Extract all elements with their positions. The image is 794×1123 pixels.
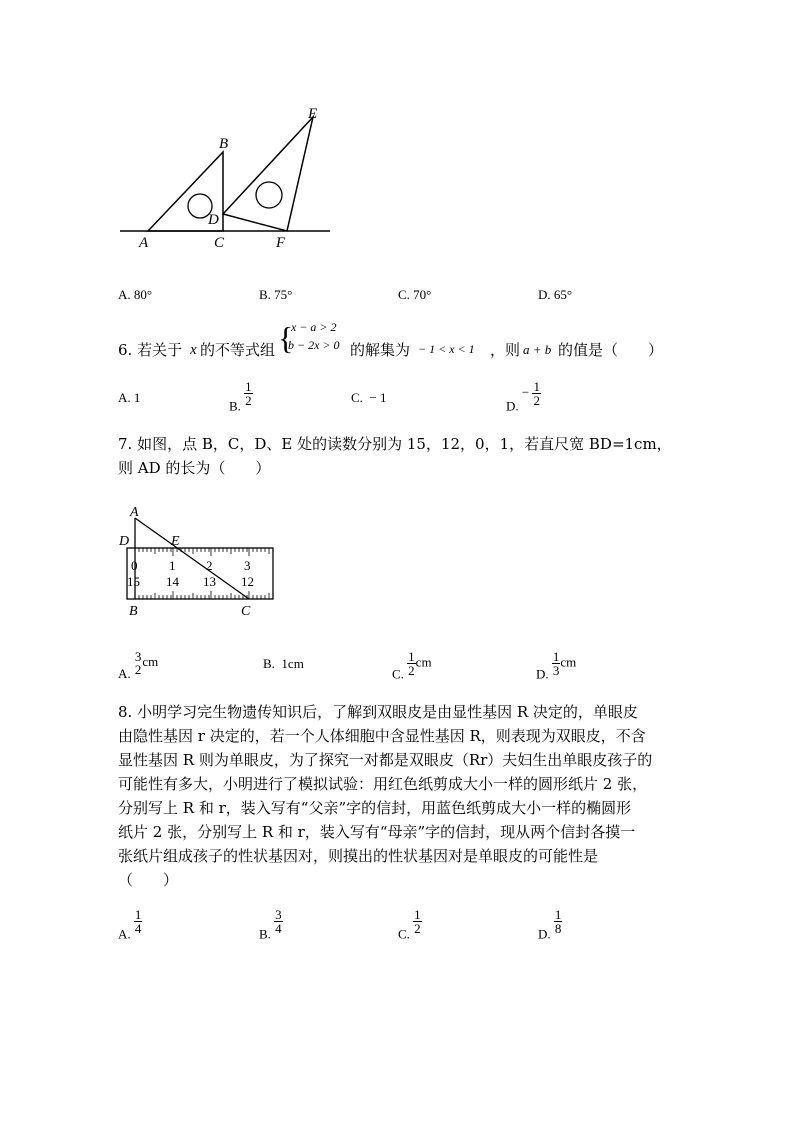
ruler-top-number-0: 0	[131, 558, 138, 573]
q7-line2: 则 AD 的长为（ ）	[118, 459, 271, 477]
ruler-label-E: E	[171, 534, 180, 549]
q8-line-1: 8. 小明学习完生物遗传知识后，了解到双眼皮是由显性基因 R 决定的，单眼皮	[118, 703, 638, 721]
q8-line-2: 由隐性基因 r 决定的，若一个人体细胞中含显性基因 R，则表现为双眼皮，不含	[118, 727, 646, 745]
fraction: $\frac{1}{3}$	[552, 649, 560, 678]
q8-line-8: （ ）	[118, 871, 179, 889]
ruler-top-number-2: 2	[206, 558, 213, 573]
q6-prefix: 6. 若关于	[118, 341, 183, 359]
ruler-top-ticks	[135, 548, 269, 556]
q6-mid2: 的解集为	[350, 341, 411, 359]
q6-mid: 的不等式组	[200, 341, 276, 359]
q5-option-c[interactable]: C. 70°	[398, 287, 432, 302]
q6-system-line1: x − a > 2	[291, 320, 337, 334]
q8-option-d[interactable]: D. $\frac{1}{8}$	[538, 907, 562, 942]
ruler-label-A: A	[130, 505, 139, 520]
q8-option-b[interactable]: B. $\frac{3}{4}$	[259, 907, 282, 942]
ruler-label-D: D	[119, 534, 130, 549]
q6-expr: a + b	[523, 342, 552, 357]
q7-option-c[interactable]: C. $\frac{1}{2}$ cm	[392, 649, 432, 682]
q8-line-5: 分别写上 R 和 r，装入写有“父亲”字的信封，用蓝色纸剪成大小一样的椭圆形	[118, 799, 632, 817]
q6-suffix: 的值是（ ）	[558, 341, 664, 359]
fraction: $\frac{1}{2}$	[414, 907, 421, 936]
ruler-bottom-ticks	[135, 591, 269, 599]
ruler-top-number-3: 3	[244, 558, 251, 573]
q6-question	[118, 318, 678, 368]
q6-range: − 1 < x < 1	[418, 342, 475, 356]
ruler-top-number-1: 1	[169, 558, 176, 573]
q8-line-6: 纸片 2 张，分别写上 R 和 r，装入写有“母亲”字的信封，现从两个信封各摸一	[118, 823, 636, 841]
ruler-figure	[115, 498, 285, 620]
ruler-bottom-number-14: 14	[166, 574, 179, 589]
q8-option-a[interactable]: A. $\frac{1}{4}$	[118, 907, 142, 942]
label-E: E	[308, 106, 318, 122]
label-C: C	[214, 235, 225, 251]
q5-option-d[interactable]: D. 65°	[538, 287, 573, 302]
q7-line1: 7. 如图，点 B，C，D、E 处的读数分别为 15，12，0，1，若直尺宽 BD=1cm，	[118, 435, 672, 453]
triangle-hypotenuse	[135, 518, 249, 599]
q8-question	[118, 700, 652, 892]
circle-hole-right	[256, 182, 282, 208]
q7-option-a[interactable]: A. 3 2 cm	[118, 649, 159, 681]
fraction: $\frac{1}{4}$	[134, 907, 142, 936]
q6-option-c[interactable]: C. − 1	[351, 390, 387, 405]
ruler-label-B: B	[129, 604, 138, 619]
q6-option-b[interactable]: B. $\frac{1}{2}$	[229, 379, 252, 414]
q5-option-b[interactable]: B. 75°	[259, 287, 293, 302]
q8-line-7: 张纸片组成孩子的性状基因对，则摸出的性状基因对是单眼皮的可能性是	[118, 847, 599, 865]
label-F: F	[276, 235, 286, 251]
label-B: B	[219, 136, 229, 152]
ruler-bottom-number-13: 13	[203, 574, 216, 589]
q6-option-d[interactable]: D. − $\frac{1}{2}$	[506, 379, 540, 414]
q6-option-a[interactable]: A. 1	[118, 390, 141, 405]
triangles-figure	[110, 100, 340, 260]
fraction: $\frac{1}{8}$	[554, 907, 562, 936]
fraction: 3 2	[134, 649, 142, 677]
fraction: $\frac{1}{2}$	[408, 649, 415, 678]
q6-var-x: x	[190, 342, 197, 358]
label-A: A	[139, 235, 149, 251]
q7-option-d[interactable]: D. $\frac{1}{3}$ cm	[536, 649, 577, 682]
q6-mid3: ，则	[490, 341, 521, 359]
q8-line-4: 可能性有多大，小明进行了模拟试验：用红色纸剪成大小一样的圆形纸片 2 张，	[118, 775, 648, 793]
ruler-label-C: C	[241, 604, 251, 619]
q6-system-line2: b − 2x > 0	[288, 338, 340, 352]
ruler-bottom-number-12: 12	[241, 574, 254, 589]
q5-option-a[interactable]: A. 80°	[118, 287, 153, 302]
q7-option-b[interactable]: B. 1cm	[263, 656, 304, 671]
fraction: $\frac{1}{2}$	[245, 379, 252, 408]
q6-brace: {	[278, 320, 294, 356]
ruler-bottom-number-15: 15	[127, 574, 140, 589]
fraction: $\frac{1}{2}$	[533, 379, 540, 408]
q8-line-3: 显性基因 R 则为单眼皮，为了探究一对都是双眼皮（Rr）夫妇生出单眼皮孩子的	[118, 751, 653, 769]
label-D: D	[208, 212, 219, 228]
q8-option-c[interactable]: C. $\frac{1}{2}$	[398, 907, 421, 942]
triangle-def	[223, 117, 313, 231]
fraction: $\frac{3}{4}$	[275, 907, 282, 936]
